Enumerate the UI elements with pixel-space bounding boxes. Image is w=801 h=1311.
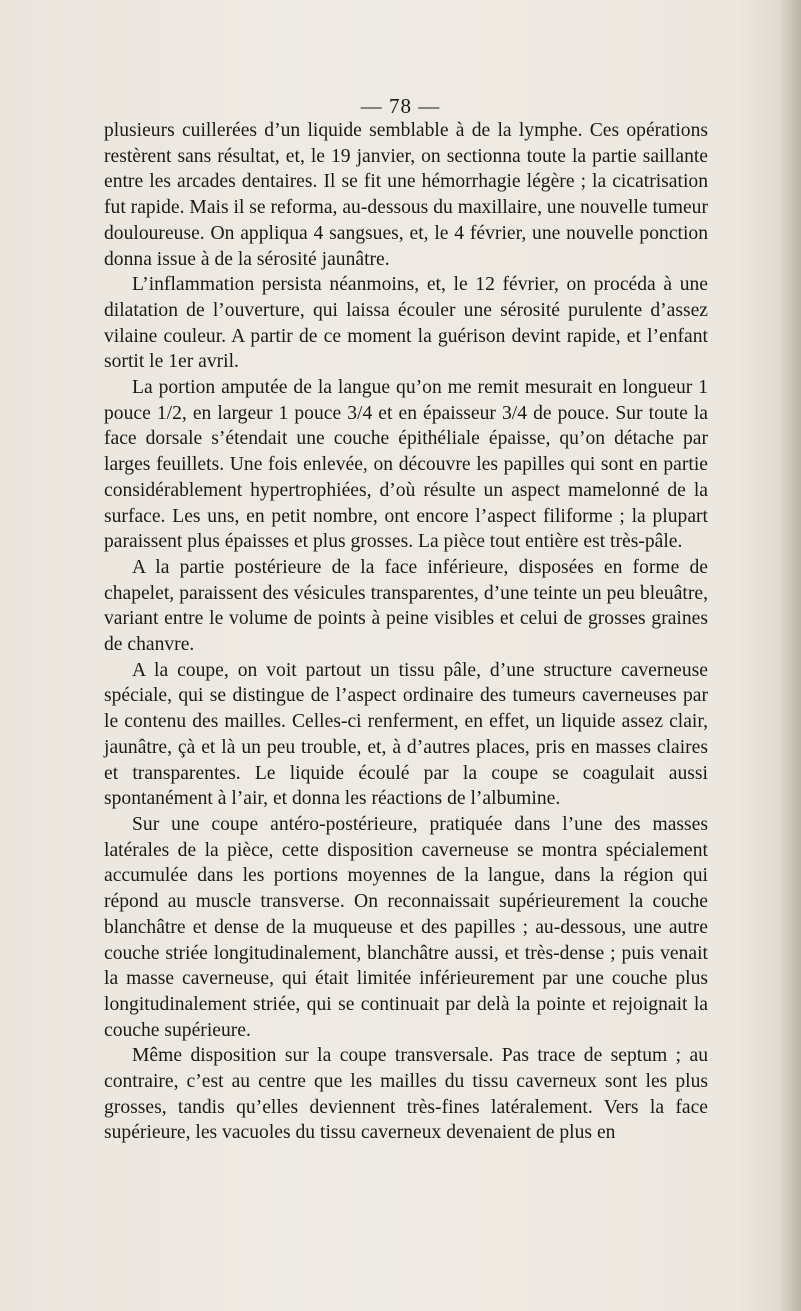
paragraph: Sur une coupe antéro-postérieure, pratiquée dans l’une des masses latérales de la pièce, cette disposition caverneuse se montra spécialement accumulée dans les portions moyennes de la langue, dans la région qui répond au muscle transverse. On reconnaissait supérieurement la couche blanchâtre et dense de la muqueuse et des papilles ; au-dessous, une autre couche striée longitudinalement, blanchâtre aussi, et très-dense ; puis venait la masse caverneuse, qui était limitée inférieurement par une couche plus longitudinalement striée, qui se continuait par delà la pointe et rejoignait la couche supérieure.: [104, 813, 708, 1041]
paragraph: Même disposition sur la coupe transversale. Pas trace de septum ; au contraire, c’est au centre que les mailles du tissu caverneux sont les plus grosses, tandis qu’elles deviennent très-fines latéralement. Vers la face supérieure, les vacuoles du tissu caverneux devenaient de plus en: [104, 1045, 708, 1144]
page-number: — 78 —: [360, 94, 441, 118]
paragraph: A la coupe, on voit partout un tissu pâle, d’une structure caverneuse spéciale, qui se distingue de l’aspect ordinaire des tumeurs caverneuses par le contenu des mailles. Celles-ci renferment, en effet, un liquide assez clair, jaunâtre, çà et là un peu trouble, et, à d’autres places, pris en masses claires et transparentes. Le liquide écoulé par la coupe se coagulait aussi spontanément à l’air, et donna les réactions de l’albumine.: [104, 659, 708, 810]
paragraph: A la partie postérieure de la face inférieure, disposées en forme de chapelet, paraissent des vésicules transparentes, d’une teinte un peu bleuâtre, variant entre le volume de points à peine visibles et celui de grosses graines de chanvre.: [104, 556, 708, 656]
body-text: [104, 118, 708, 1146]
paragraph: plusieurs cuillerées d’un liquide semblable à de la lymphe. Ces opérations restèrent sans résultat, et, le 19 janvier, on sectionna toute la partie saillante entre les arcades dentaires. Il se fit une hémorrhagie légère ; la cicatrisation fut rapide. Mais il se reforma, au-dessous du maxillaire, une nouvelle tumeur douloureuse. On appliqua 4 sangsues, et, le 4 février, une nouvelle ponction donna issue à de la sérosité jaunâtre.: [104, 120, 708, 270]
paragraph: L’inflammation persista néanmoins, et, le 12 février, on procéda à une dilatation de l’ouverture, qui laissa écouler une sérosité purulente d’assez vilaine couleur. A partir de ce moment la guérison devint rapide, et l’enfant sortit le 1er avril.: [104, 274, 708, 373]
page-edge-shadow: [779, 0, 801, 1311]
paragraph: La portion amputée de la langue qu’on me remit mesurait en longueur 1 pouce 1/2, en largeur 1 pouce 3/4 et en épaisseur 3/4 de pouce. Sur toute la face dorsale s’étendait une couche épithéliale épaisse, qu’on détache par larges feuillets. Une fois enlevée, on découvre les papilles qui sont en partie considérablement hypertrophiées, d’où résulte un aspect mamelonné de la surface. Les uns, en petit nombre, ont encore l’aspect filiforme ; la plupart paraissent plus épaisses et plus grosses. La pièce tout entière est très-pâle.: [104, 377, 708, 553]
